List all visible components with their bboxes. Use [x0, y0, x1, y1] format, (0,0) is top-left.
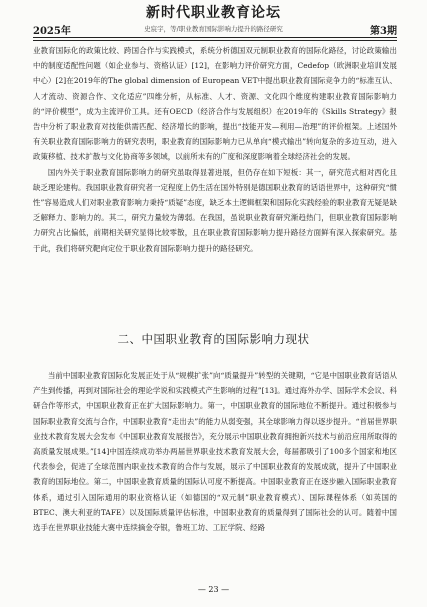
paragraph-research-gaps: 国内外关于职业教育国际影响力的研究虽取得显著进展，但仍存在如下短板：其一，研究范式相对西化且缺乏理论建构。我国职业教育研究者一定程度上仍生活在国外特别是德国职业教育的话语世界中，这种研究“惯性”容易造成人们对职业教育影响力秉持“质疑”态度，缺乏本土逻辑框架和国际化实践经验的职业教育无疑是缺乏解释力、影响力的。其二，研究力量较为薄弱。在我国，虽说职业教育研究渐趋热门，但职业教育国际影响力研究占比偏低，前期相关研究显得比较零散，且在职业教育国际影响力提升路径方面鲜有深入探索研究。基于此，我们将研究靶向定位于职业教育国际影响力提升的路径研究。 [33, 167, 397, 253]
body-text-upper [33, 43, 397, 256]
header-rule-thin [33, 40, 397, 41]
issue-number: 第3期 [370, 26, 397, 37]
running-title: 史宸宇，等/职业教育国际影响力提升的路径研究 [144, 25, 283, 33]
body-text-lower [33, 368, 397, 535]
page-header [0, 0, 427, 46]
publication-year: 2025年 [33, 26, 71, 37]
paragraph-literature-review: 业教育国际化的政策比较、跨国合作与实践模式，系统分析德国双元制职业教育的国际化路径，讨论政策输出中的制度适配性问题（如企业参与、资格认证）[12]，在影响力评价研究方面，Cedefop（欧洲职业培训发展中心）[2]在2019年的The global dimension of European VET中提出职业教育国际竞争力的“标准互认、人才流动、资源合作、文化适应”四维分析，从标准、人才、资源、文化四个维度构建职业教育国际影响力的“评价模型”，成为主流评价工具。还有OECD（经济合作与发展组织）在2019年的《Skills Strategy》报告中分析了职业教育对技能供需匹配、经济增长的影响，提出“技能开发—利用—治理”的评价框架。上述国外有关职业教育国际影响力的研究表明，职业教育的国际影响力已从单向“模式输出”转向复杂的多边互动，进入政策移植、技术扩散与文化协商等多领域，以前所未有的广度和深度影响着全球经济社会的发展。 [33, 46, 397, 162]
section-heading: 二、中国职业教育的国际影响力现状 [117, 332, 310, 346]
header-rule-thick [33, 37, 397, 38]
page-number: — 23 — [197, 585, 230, 594]
paragraph-current-status: 当前中国职业教育国际化发展正处于从“规模扩张”向“质量提升”转型的关键期，“它是中国职业教育话语从产生到传播，再到对国际社会的理论学说和实践模式产生影响的过程”[13]。通过海外办学、国际学术会议、科研合作等形式，中国职业教育正在扩大国际影响力。第一，中国职业教育的国际地位不断提升。通过积极参与国际职业教育交流与合作，中国职业教育“走出去”的能力从弱变强，其全球影响力得以逐步提升。“首届世界职业技术教育发展大会发布《中国职业教育发展报告》，充分展示中国职业教育拥抱新兴技术与前沿应用所取得的高质量发展成果。”[14]中国连续成功举办两届世界职业技术教育发展大会，每届都吸引了100多个国家和地区代表参会，促进了全球范围内职业技术教育的合作与发展，展示了中国职业教育的发展成就，提升了中国职业教育的国际地位。第二，中国职业教育质量的国际认可度不断提高。中国职业教育正在逐步融入国际职业教育体系，通过引入国际通用的职业资格认证（如德国的“双元制”职业教育模式）、国际课程体系（如英国的BTEC、澳大利亚的TAFE）以及国际质量评估标准，中国职业教育的质量得到了国际社会的认可。随着中国选手在世界职业技能大赛中连续摘金夺银，鲁班工坊、工匠学院、经路 [33, 371, 397, 533]
journal-title: 新时代职业教育论坛 [146, 5, 281, 21]
